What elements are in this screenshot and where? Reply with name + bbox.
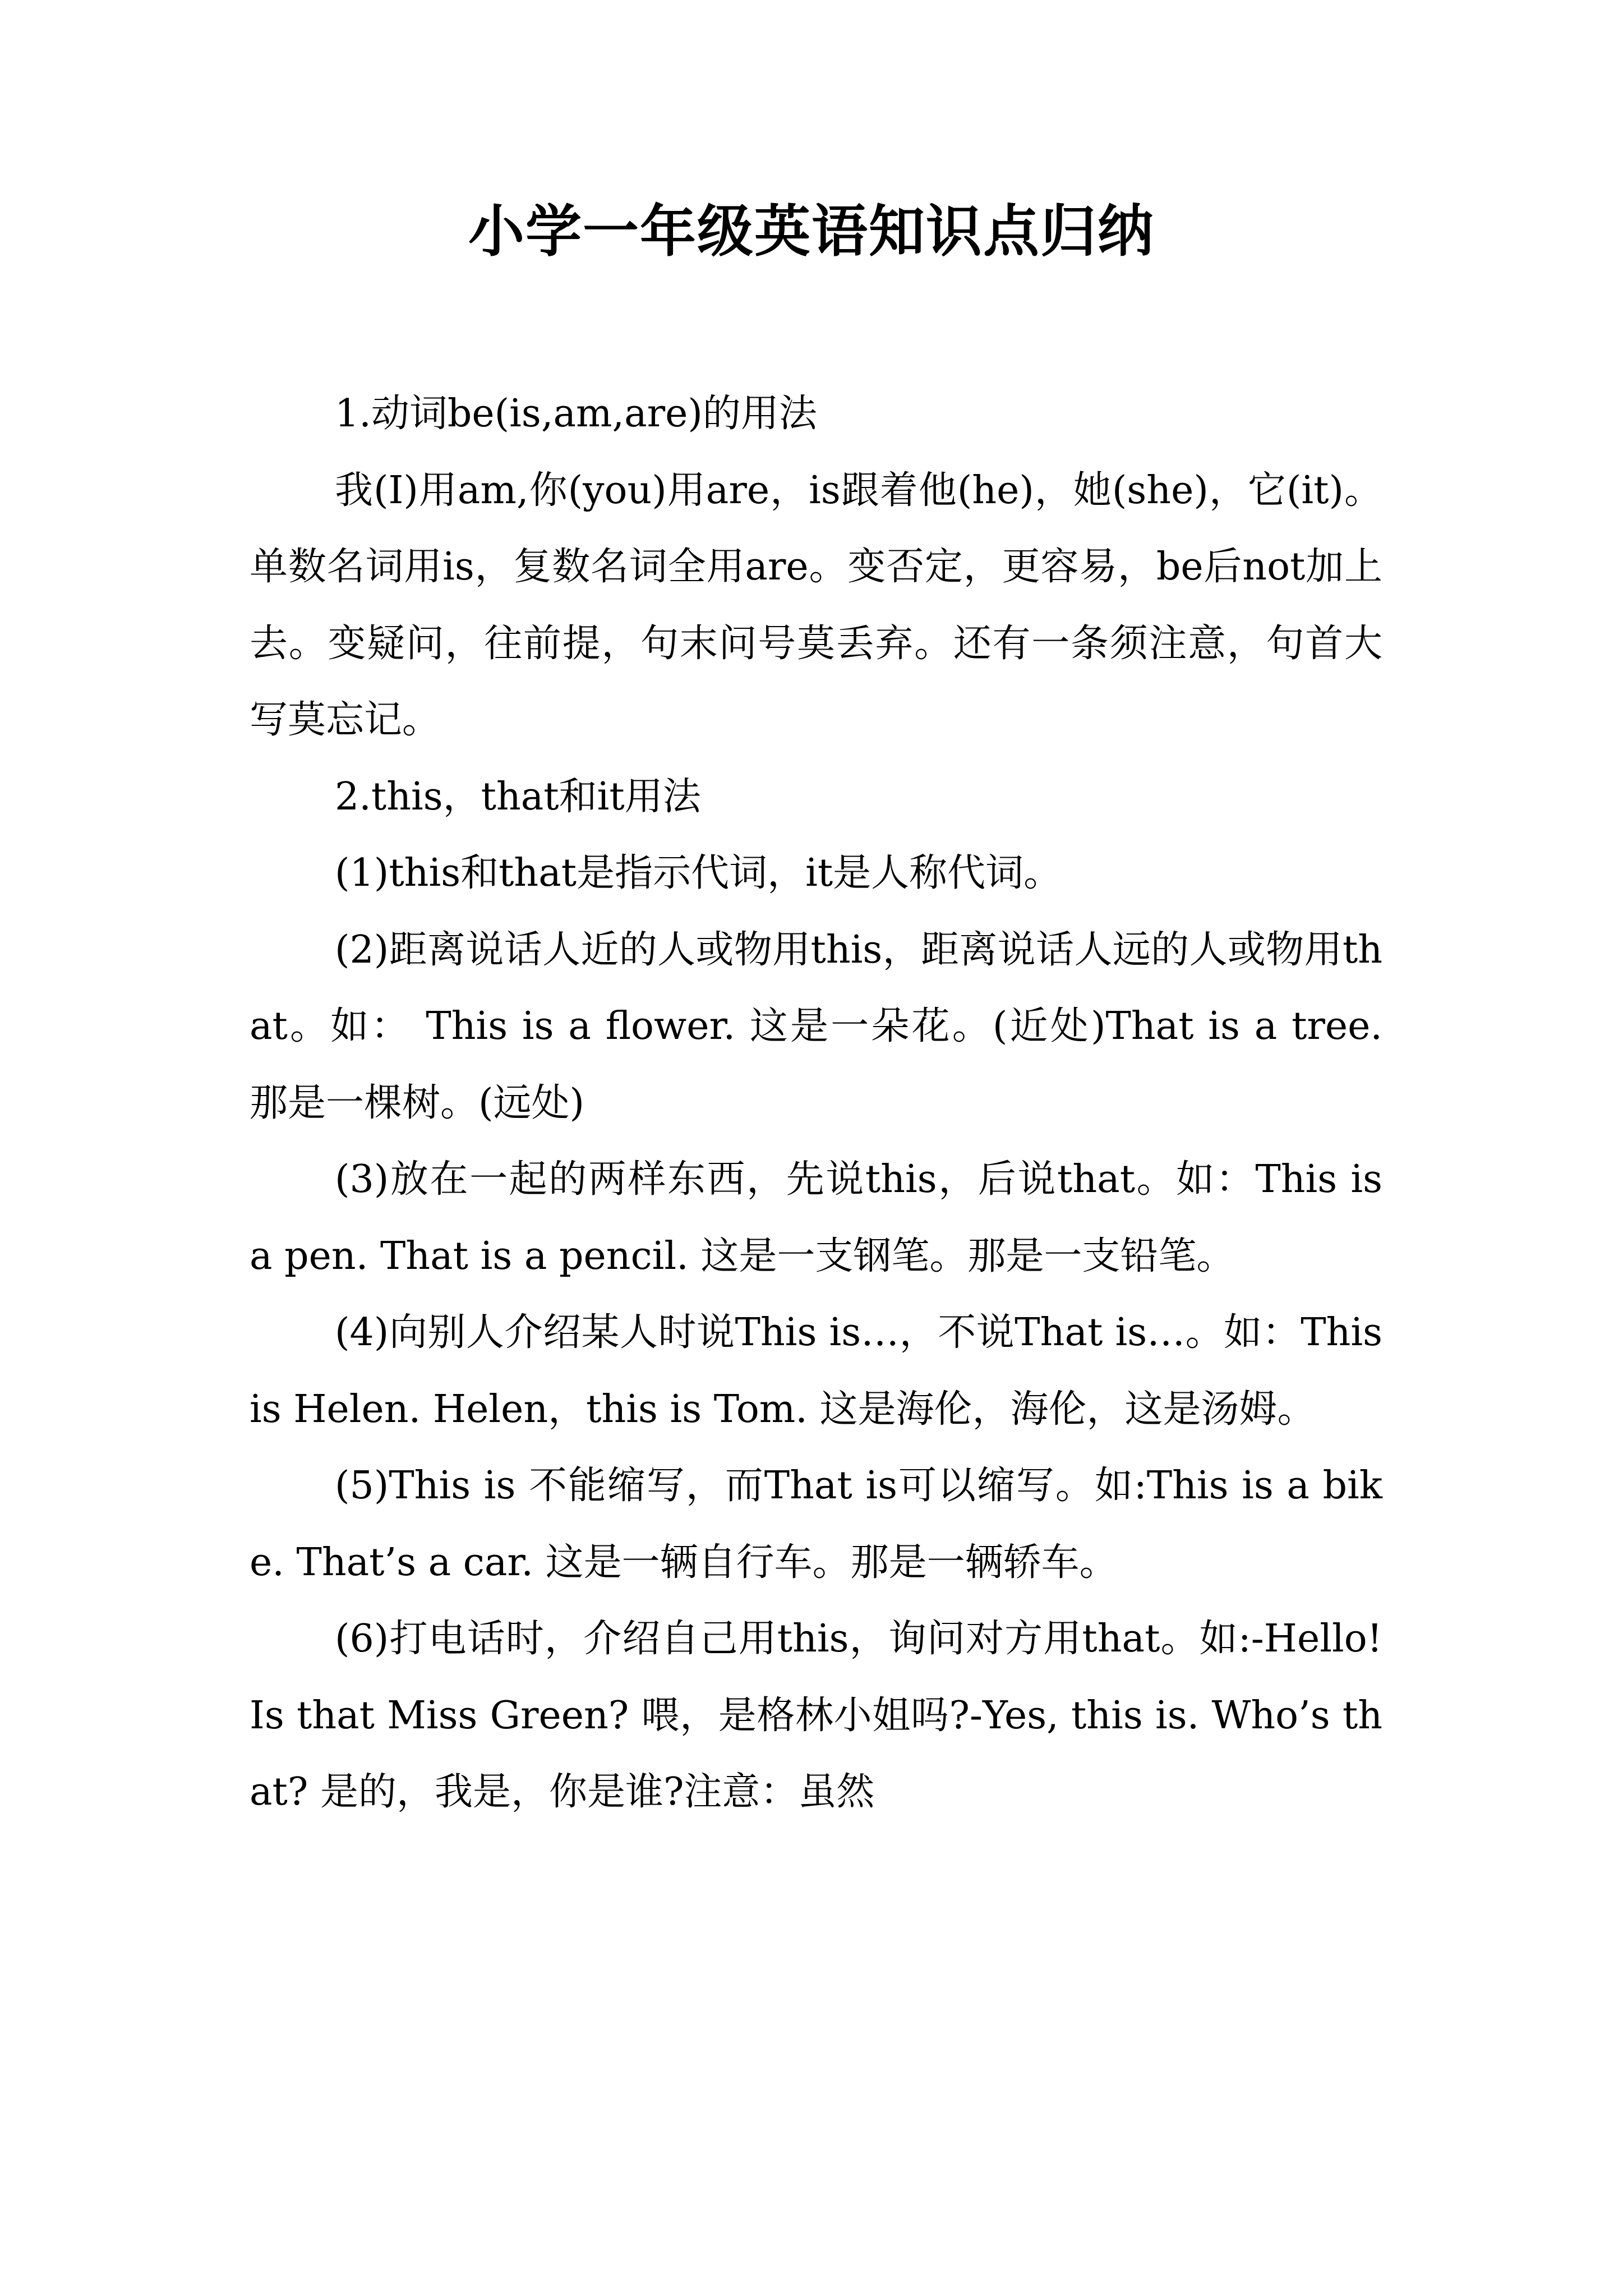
paragraph-point-6: (6)打电话时，介绍自己用this，询问对方用that。如:-Hello! Is that Miss Green? 喂，是格林小姐吗?-Yes, this is. Who’s that? 是的，我是，你是谁?注意：虽然 [250, 1617, 1382, 1814]
paragraph-point-1: (1)this和that是指示代词，it是人称代词。 [335, 851, 1062, 895]
paragraph-point-5: (5)This is 不能缩写，而That is可以缩写。如:This is a bike. That’s a car. 这是一辆自行车。那是一辆轿车。 [250, 1464, 1382, 1585]
section-heading-this-that-it: 2.this，that和it用法 [335, 774, 701, 819]
document-body [250, 376, 1382, 1831]
paragraph-point-4: (4)向别人介绍某人时说This is…，不说That is…。如：This is Helen. Helen，this is Tom. 这是海伦，海伦，这是汤姆。 [250, 1310, 1382, 1432]
document-title: 小学一年级英语知识点归纳 [468, 199, 1155, 264]
section-heading-be-verb: 1.动词be(is,am,are)的用法 [335, 392, 817, 436]
paragraph-be-verb-rhyme: 我(I)用am,你(you)用are，is跟着他(he)，她(she)，它(it)。单数名词用is，复数名词全用are。变否定，更容易，be后not加上去。变疑问，往前提，句末问号莫丢弃。还有一条须注意，句首大写莫忘记。 [250, 468, 1382, 742]
paragraph-point-2: (2)距离说话人近的人或物用this，距离说话人远的人或物用that。如： This is a flower. 这是一朵花。(近处)That is a tree. 那是一棵树。(远处) [250, 927, 1382, 1125]
paragraph-point-3: (3)放在一起的两样东西，先说this，后说that。如：This is a pen. That is a pencil. 这是一支钢笔。那是一支铅笔。 [250, 1157, 1382, 1278]
